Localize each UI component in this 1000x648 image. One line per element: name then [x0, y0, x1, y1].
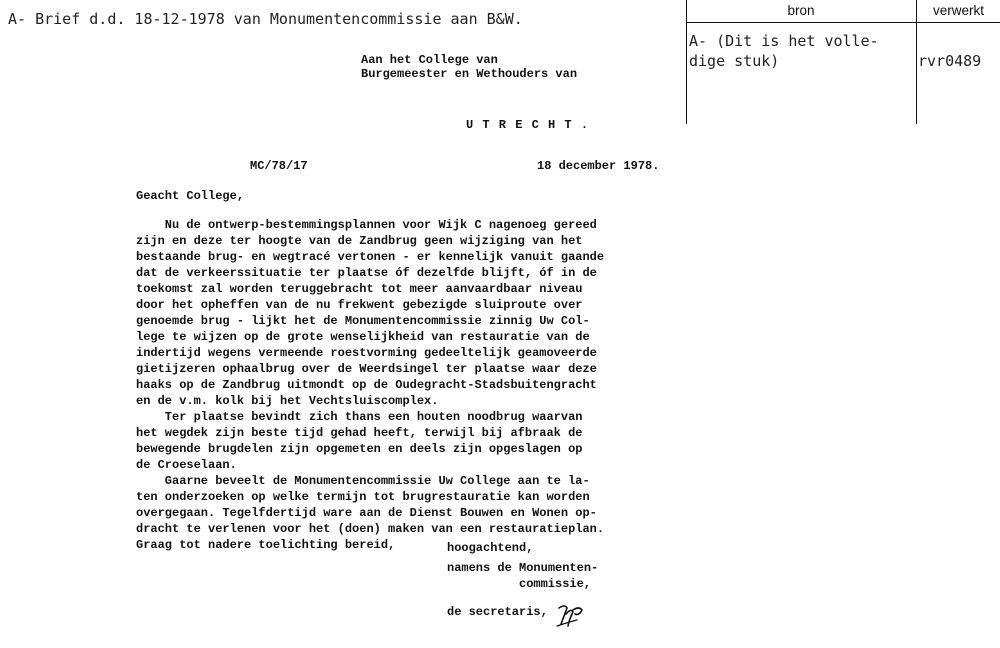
reference-number: MC/78/17	[250, 159, 308, 173]
column-header-processed: verwerkt	[932, 3, 984, 18]
address-line-1: Aan het College van	[361, 53, 498, 67]
body-line: gietijzeren ophaalbrug over de Weerdsingel ter plaatse waar deze	[136, 362, 597, 376]
processed-cell: rvr0489	[918, 52, 982, 70]
body-line: indertijd wegens vermeende roestvorming gedeeltelijk geamoveerde	[136, 346, 597, 360]
body-line: de Croeselaan.	[136, 458, 237, 472]
secretary-label: de secretaris,	[447, 605, 548, 619]
body-line: het wegdek zijn beste tijd gehad heeft, terwijl bij afbraak de	[136, 426, 583, 440]
body-line: en de v.m. kolk bij het Vechtsluiscomplex.	[136, 394, 439, 408]
box-header-divider	[686, 22, 1000, 23]
letter-date: 18 december 1978.	[537, 159, 660, 173]
body-line: Ter plaatse bevindt zich thans een houten noodbrug waarvan	[136, 410, 583, 424]
body-line: overgegaan. Tegelfdertijd ware aan de Dienst Bouwen en Wonen op-	[136, 506, 597, 520]
closing: hoogachtend,	[447, 541, 534, 555]
box-left-border	[686, 0, 687, 124]
signature-line-1: namens de Monumenten-	[447, 561, 599, 575]
body-line: dracht te verlenen voor het (doen) maken van een restauratieplan.	[136, 522, 605, 536]
body-line: Graag tot nadere toelichting bereid,	[136, 538, 396, 552]
body-line: bewegende brugdelen zijn opgemeten en deels zijn opgeslagen op	[136, 442, 583, 456]
body-line: haaks op de Zandbrug uitmondt op de Oudegracht-Stadsbuitengracht	[136, 378, 597, 392]
body-line: genoemde brug - lijkt het de Monumentencommissie zinnig Uw Col-	[136, 314, 590, 328]
body-line: Nu de ontwerp-bestemmingsplannen voor Wijk C nagenoeg gereed	[136, 218, 597, 232]
address-line-2: Burgemeester en Wethouders van	[361, 67, 578, 81]
source-cell-line-1: A- (Dit is het volle-	[689, 32, 879, 50]
source-cell-line-2: dige stuk)	[689, 52, 780, 70]
address-city: U T R E C H T .	[466, 118, 590, 132]
column-header-source: bron	[787, 3, 815, 18]
box-column-divider	[916, 0, 917, 124]
body-line: ten onderzoeken op welke termijn tot brugrestauratie kan worden	[136, 490, 590, 504]
body-line: door het opheffen van de nu frekwent gebezigde sluiproute over	[136, 298, 583, 312]
body-line: toekomst zal worden teruggebracht tot meer aanvaardbaar niveau	[136, 282, 583, 296]
body-line: bestaande brug- en wegtracé vertonen - er kennelijk vanuit gaande	[136, 250, 605, 264]
salutation: Geacht College,	[136, 189, 245, 203]
signature-line-2: commissie,	[519, 577, 592, 591]
body-line: zijn en deze ter hoogte van de Zandbrug geen wijziging van het	[136, 234, 583, 248]
handwritten-signature	[555, 600, 587, 630]
body-line: Gaarne beveelt de Monumentencommissie Uw College aan te la-	[136, 474, 590, 488]
body-line: dat de verkeerssituatie ter plaatse óf dezelfde blijft, óf in de	[136, 266, 597, 280]
body-line: lege te wijzen op de grote wenselijkheid van restauratie van de	[136, 330, 590, 344]
document-heading: A- Brief d.d. 18-12-1978 van Monumentencommissie aan B&W.	[8, 10, 523, 28]
